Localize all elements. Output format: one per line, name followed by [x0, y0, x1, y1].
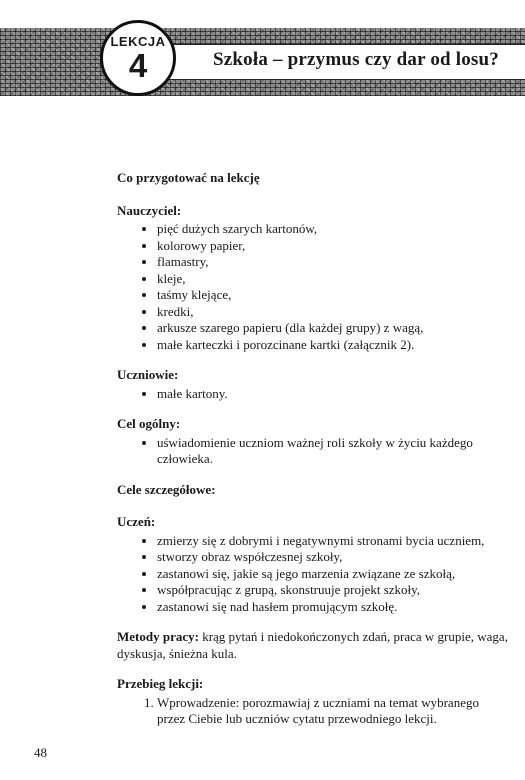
general-goal-heading: Cel ogólny:	[117, 416, 181, 431]
page-number: 48	[34, 745, 47, 760]
list-item: • pięć dużych szarych kartonów,	[157, 221, 509, 238]
prepare-heading: Co przygotować na lekcję	[117, 170, 260, 185]
methods-paragraph	[117, 629, 509, 662]
specific-goals-heading: Cele szczegółowe:	[117, 481, 216, 497]
list-item: • kredki,	[157, 304, 509, 321]
list-item: • flamastry,	[157, 254, 509, 271]
general-goal-list	[117, 435, 509, 468]
lesson-content	[117, 170, 509, 728]
title-bar	[145, 44, 525, 80]
lesson-badge-label: LEKCJA	[110, 34, 166, 49]
list-item: • stworzy obraz współczesnej szkoły,	[157, 549, 509, 566]
student-heading: Uczeń:	[117, 514, 156, 529]
methods-label: Metody pracy:	[117, 629, 199, 644]
list-item: • kleje,	[157, 271, 509, 288]
list-item: • kolorowy papier,	[157, 238, 509, 255]
lesson-title: Szkoła – przymus czy dar od losu?	[213, 49, 499, 70]
list-item: • arkusze szarego papieru (dla każdej grupy) z wagą,	[157, 320, 509, 337]
methods-text: krąg pytań i niedokończonych zdań, praca w grupie, waga, dyskusja, śnieżna kula.	[117, 629, 508, 661]
list-item: 1. Wprowadzenie: porozmawiaj z uczniami na temat wybranego przez Ciebie lub uczniów cytatu przewodniego lekcji.	[157, 695, 509, 728]
lesson-badge	[100, 20, 176, 96]
students-list	[117, 386, 509, 403]
list-item: • współpracując z grupą, skonstruuje projekt szkoły,	[157, 582, 509, 599]
teacher-list	[117, 221, 509, 353]
list-item: • zastanowi się, jakie są jego marzenia związane ze szkołą,	[157, 566, 509, 583]
course-heading: Przebieg lekcji:	[117, 676, 204, 691]
list-item: • zmierzy się z dobrymi i negatywnymi stronami bycia uczniem,	[157, 533, 509, 550]
students-heading: Uczniowie:	[117, 367, 179, 382]
teacher-heading: Nauczyciel:	[117, 202, 182, 218]
course-list	[117, 695, 509, 728]
student-list	[117, 533, 509, 616]
list-item: • taśmy klejące,	[157, 287, 509, 304]
lesson-badge-number: 4	[128, 47, 148, 84]
list-item: • małe karteczki i porozcinane kartki (załącznik 2).	[157, 337, 509, 354]
list-item: • zastanowi się nad hasłem promującym szkołę.	[157, 599, 509, 616]
list-item: • małe kartony.	[157, 386, 509, 403]
list-item: • uświadomienie uczniom ważnej roli szkoły w życiu każdego człowieka.	[157, 435, 509, 468]
